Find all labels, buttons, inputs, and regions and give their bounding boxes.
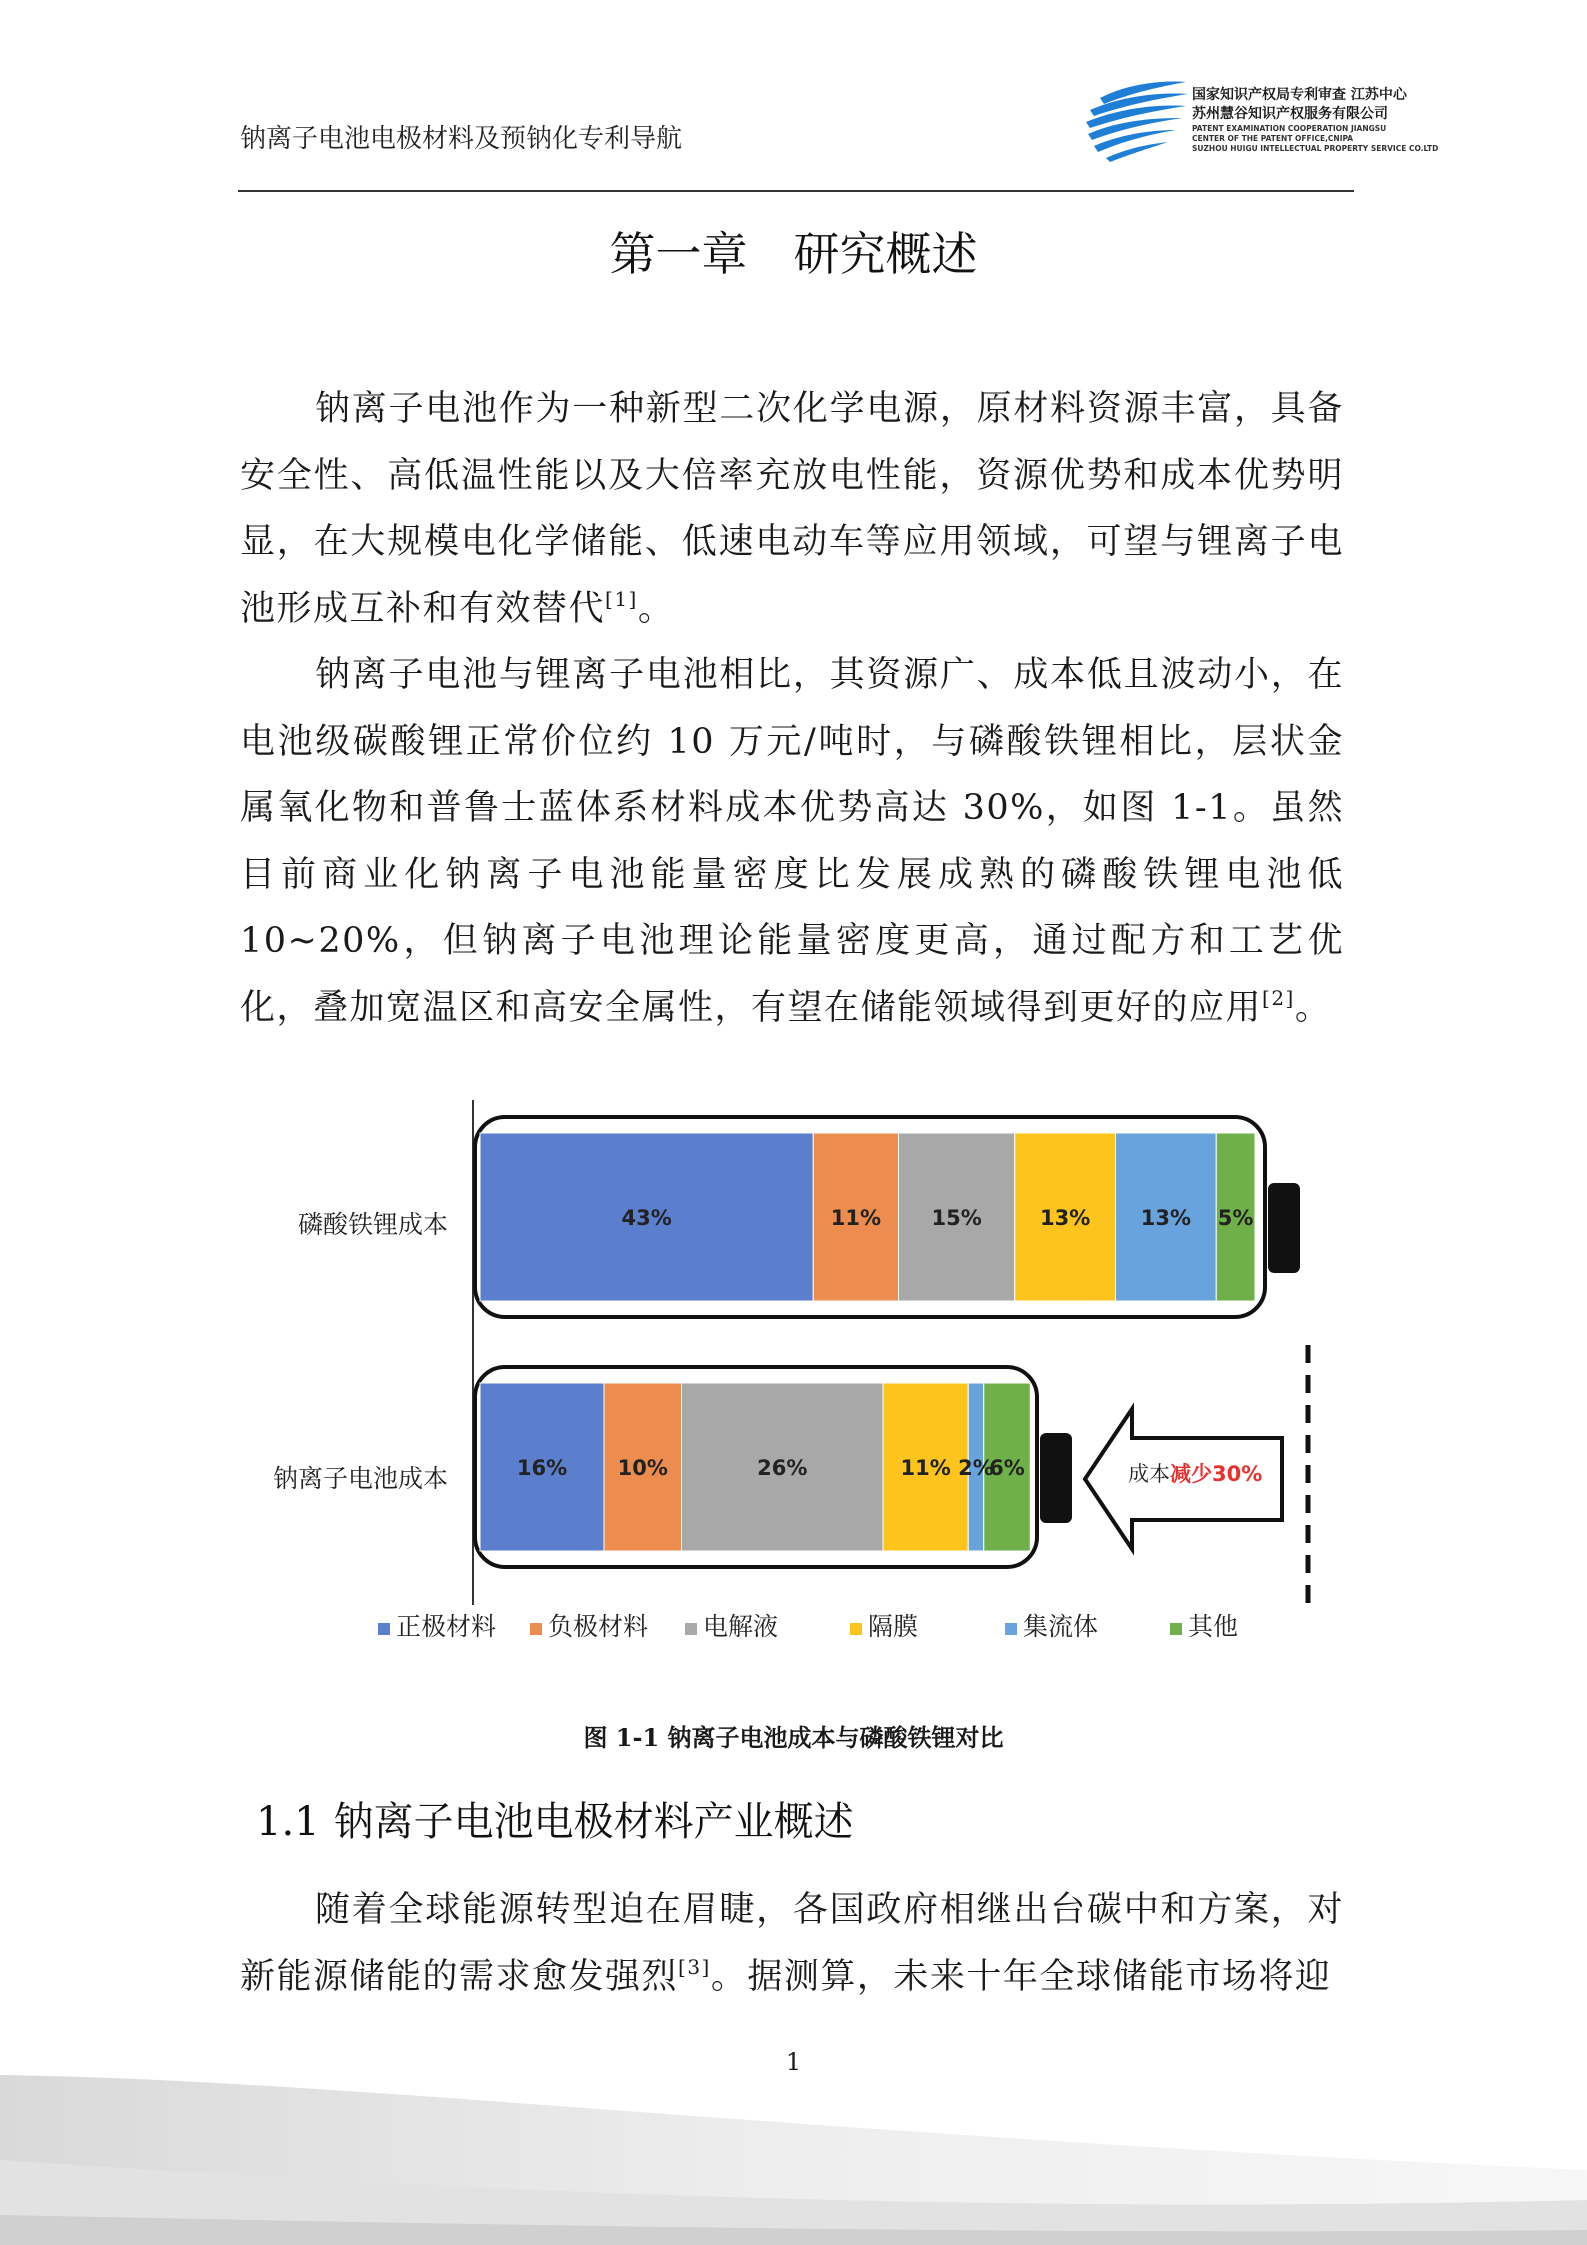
legend-label-4: 集流体	[1023, 1612, 1099, 1641]
legend-label-2: 电解液	[703, 1612, 779, 1641]
bar-label-sodium-4: 2%	[958, 1456, 994, 1480]
reduction-highlight: 减少30%	[1170, 1462, 1263, 1486]
page-number: 1	[785, 2048, 802, 2076]
section-title-text: 钠离子电池电极材料产业概述	[333, 1799, 854, 1845]
bar-label-lfp-1: 11%	[830, 1206, 882, 1230]
bar-label-sodium-5: 6%	[989, 1456, 1025, 1480]
legend-label-5: 其他	[1188, 1612, 1239, 1641]
paragraph-1-text: 钠离子电池作为一种新型二次化学电源，原材料资源丰富，具备安全性、高低温性能以及大倍率充放电性能，资源优势和成本优势明显，在大规模电化学储能、低速电动车等应用领域，可望与锂离子电池形成互补和有效替代	[240, 389, 1344, 629]
paragraph-3-end: 。据测算，未来十年全球储能市场将迎	[710, 1956, 1332, 1997]
header-divider	[238, 190, 1354, 192]
cost-comparison-chart	[230, 1095, 1360, 1675]
logo-cn-line-2: 苏州慧谷知识产权服务有限公司	[1192, 106, 1388, 122]
legend-swatch-5	[1170, 1623, 1182, 1635]
paragraph-1	[240, 376, 1344, 642]
logo-cn-line-1: 国家知识产权局专利审查 江苏中心	[1192, 87, 1407, 103]
category-label-lfp: 磷酸铁锂成本	[297, 1210, 448, 1239]
paragraph-3	[240, 1877, 1344, 2010]
chapter-title: 第一章 研究概述	[609, 227, 978, 281]
legend-label-0: 正极材料	[396, 1612, 497, 1641]
wave-logo-icon	[1082, 70, 1192, 170]
bar-label-lfp-5: 5%	[1217, 1206, 1254, 1230]
paragraph-1-end: 。	[637, 588, 675, 629]
paragraph-2-end: 。	[1294, 987, 1332, 1028]
legend-swatch-1	[530, 1623, 542, 1635]
figure-caption: 图 1-1 钠离子电池成本与磷酸铁锂对比	[583, 1723, 1004, 1752]
bar-label-lfp-0: 43%	[621, 1206, 672, 1230]
paragraph-3-text: 随着全球能源转型迫在眉睫，各国政府相继出台碳中和方案，对新能源储能的需求愈发强烈	[240, 1890, 1344, 1997]
section-heading	[256, 1790, 854, 1847]
bar-label-lfp-2: 15%	[931, 1206, 982, 1230]
publisher-logo	[1082, 70, 1462, 180]
bar-label-sodium-3: 11%	[900, 1456, 951, 1480]
citation-2: [2]	[1262, 985, 1295, 1010]
category-label-sodium: 钠离子电池成本	[272, 1464, 448, 1493]
citation-1: [1]	[605, 586, 638, 611]
legend-swatch-2	[685, 1623, 697, 1635]
citation-3: [3]	[678, 1954, 711, 1979]
reduction-annotation	[1128, 1462, 1262, 1486]
legend-label-1: 负极材料	[548, 1612, 649, 1641]
bar-label-sodium-1: 10%	[617, 1456, 668, 1480]
paragraph-2	[240, 642, 1344, 1041]
battery-terminal-sodium	[1040, 1433, 1072, 1523]
legend-swatch-0	[378, 1623, 390, 1635]
legend-swatch-3	[850, 1623, 862, 1635]
paragraph-2-text: 钠离子电池与锂离子电池相比，其资源广、成本低且波动小，在电池级碳酸锂正常价位约 10 万元/吨时，与磷酸铁锂相比，层状金属氧化物和普鲁士蓝体系材料成本优势高达 30%，如图 1-1。虽然目前商业化钠离子电池能量密度比发展成熟的磷酸铁锂电池低 10~20%，但钠离子电池理论能量密度更高，通过配方和工艺优化，叠加宽温区和高安全属性，有望在储能领域得到更好的应用	[240, 655, 1344, 1028]
bar-label-sodium-2: 26%	[757, 1456, 808, 1480]
legend-swatch-4	[1005, 1623, 1017, 1635]
legend-label-3: 隔膜	[868, 1612, 919, 1641]
bar-label-sodium-0: 16%	[516, 1456, 568, 1480]
bar-label-lfp-4: 13%	[1140, 1206, 1192, 1230]
reduction-prefix: 成本	[1128, 1462, 1170, 1486]
battery-terminal-lfp	[1268, 1183, 1300, 1273]
logo-en-line-1: PATENT EXAMINATION COOPERATION JIANGSU	[1192, 124, 1387, 133]
running-header-title: 钠离子电池电极材料及预钠化专利导航	[240, 124, 683, 154]
logo-en-line-3: SUZHOU HUIGU INTELLECTUAL PROPERTY SERVICE CO.LTD	[1192, 144, 1439, 153]
bar-label-lfp-3: 13%	[1039, 1206, 1091, 1230]
logo-en-line-2: CENTER OF THE PATENT OFFICE,CNIPA	[1192, 134, 1354, 143]
section-number: 1.1	[256, 1799, 320, 1845]
